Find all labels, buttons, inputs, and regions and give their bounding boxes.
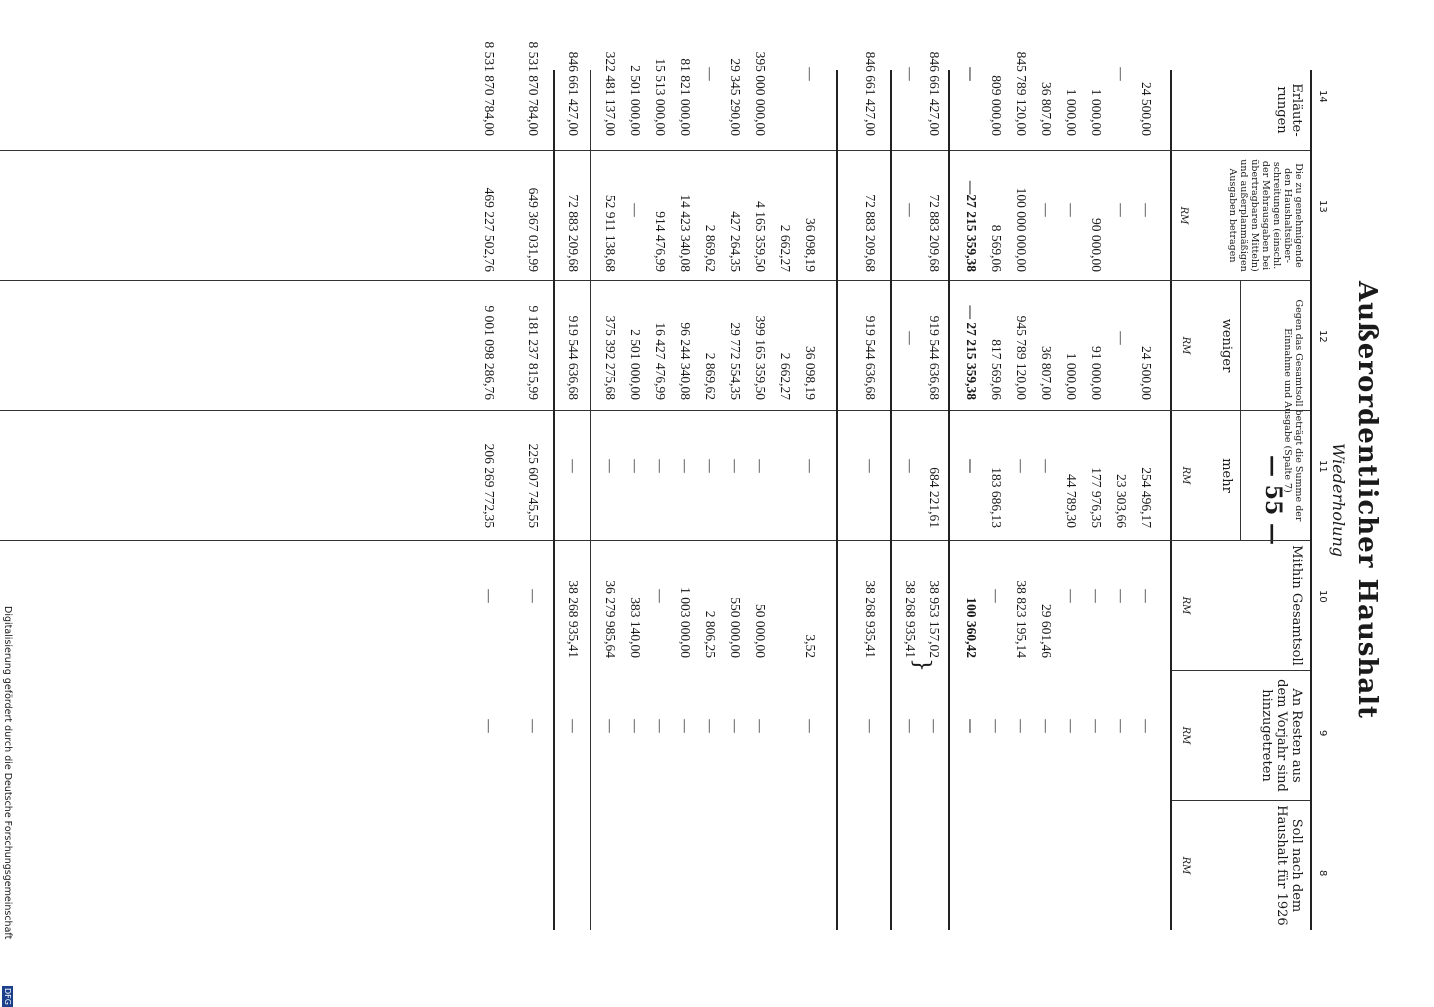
table-cell: 38 268 935,41 — [903, 580, 918, 658]
table-cell: — — [1039, 203, 1054, 217]
table-cell: 36 807,00 — [1039, 346, 1054, 400]
page-title: Außerordentlicher Haushalt — [1352, 280, 1382, 720]
table-cell: 38 268 935,41 — [863, 580, 878, 658]
table-cell: 395 000 000,00 — [753, 51, 768, 136]
table-cell: — — [903, 67, 918, 81]
table-cell: 945 789 120,00 — [1014, 315, 1029, 400]
table-cell: — — [863, 459, 878, 473]
table-cell: 52 911 138,68 — [603, 194, 618, 272]
table-cell: 14 423 340,08 — [678, 194, 693, 272]
table-cell: — — [803, 719, 818, 733]
table-cell: 427 264,35 — [728, 211, 743, 272]
table-cell: — — [1139, 719, 1154, 733]
table-cell: — — [989, 719, 1004, 733]
header-weniger-label: weniger — [1219, 318, 1234, 373]
table-cell: 375 392 275,68 — [603, 315, 618, 400]
column-header-row — [1170, 70, 1310, 930]
table-cell: 8 531 870 784,00 — [526, 41, 541, 136]
table-cell: 29 345 290,00 — [728, 58, 743, 136]
col-number-8: 8 — [1317, 870, 1328, 877]
table-cell: 29 601,46 — [1039, 604, 1054, 658]
table-cell: — — [628, 459, 643, 473]
table-cell: — — [927, 719, 942, 733]
table-cell: — — [989, 589, 1004, 603]
table-cell: 36 098,19 — [803, 218, 818, 272]
table-cell: 322 481 137,00 — [603, 51, 618, 136]
table-cell: 90 000,00 — [1089, 218, 1104, 272]
table-cell: — — [526, 719, 541, 733]
table-cell: 649 367 031,99 — [526, 187, 541, 272]
column-number-row — [1310, 70, 1328, 930]
table-cell: — — [482, 719, 497, 733]
table-cell: 2 662,27 — [778, 224, 793, 272]
table-cell: — — [1039, 459, 1054, 473]
table-cell: 183 686,13 — [989, 467, 1004, 528]
col-number-14: 14 — [1317, 90, 1328, 103]
brace-mark: } — [909, 658, 934, 672]
table-cell: 1 000,00 — [1064, 88, 1079, 136]
table-cell: — — [628, 203, 643, 217]
table-cell: 9 181 237 815,99 — [526, 305, 541, 400]
table-cell: 3,52 — [803, 634, 818, 658]
row-rule — [836, 70, 838, 930]
table-cell: — — [964, 459, 979, 473]
table-cell: 16 427 476,99 — [653, 322, 668, 400]
table-cell: 38 268 935,41 — [566, 580, 581, 658]
table-cell: 24 500,00 — [1139, 346, 1154, 400]
table-cell: 72 883 209,68 — [566, 194, 581, 272]
page-subtitle: Wiederholung — [1329, 442, 1348, 557]
table-cell: 846 661 427,00 — [566, 51, 581, 136]
table-cell: 23 303,66 — [1114, 474, 1129, 528]
header-ueberschreitungen — [1172, 150, 1310, 280]
table-cell: 206 269 772,35 — [482, 443, 497, 528]
table-cell: — — [1064, 719, 1079, 733]
table-cell: — — [964, 67, 979, 81]
table-cell: — — [678, 459, 693, 473]
table-cell: 225 607 745,55 — [526, 443, 541, 528]
table-cell: — — [628, 719, 643, 733]
table-cell: — — [1064, 589, 1079, 603]
table-cell: 4 165 359,50 — [753, 201, 768, 272]
table-cell: 914 476,99 — [653, 211, 668, 272]
header-gesamtsoll-unit: RM — [1180, 596, 1191, 615]
table-cell: — — [903, 331, 918, 345]
table-cell: 1 000,00 — [1089, 88, 1104, 136]
table-cell: — — [1039, 719, 1054, 733]
header-reste-unit: RM — [1180, 726, 1191, 745]
table-cell: — — [1114, 203, 1129, 217]
table-cell: 100 360,42 — [964, 597, 979, 658]
table-cell: 38 823 195,14 — [1014, 580, 1029, 658]
table-cell: — — [863, 719, 878, 733]
header-weniger — [1172, 280, 1240, 410]
table-cell: 2 869,62 — [703, 224, 718, 272]
col-number-11: 11 — [1317, 460, 1328, 473]
table-cell: — — [753, 459, 768, 473]
table-cell: — — [566, 459, 581, 473]
table-cell: — — [1114, 331, 1129, 345]
footer-note: Digitalisierung gefördert durch die Deutsche Forschungsgemeinschaft — [2, 606, 13, 940]
table-cell: 846 661 427,00 — [863, 51, 878, 136]
table-cell: 254 496,17 — [1139, 467, 1154, 528]
header-gesamtsoll-label: Mithin Gesamtsoll — [1289, 545, 1304, 666]
table-cell: — — [1014, 719, 1029, 733]
table-cell: 8 531 870 784,00 — [482, 41, 497, 136]
header-soll-label: Soll nach dem Haushalt für 1926 — [1274, 805, 1304, 926]
table-cell: 44 789,30 — [1064, 474, 1079, 528]
col-number-9: 9 — [1317, 730, 1328, 737]
header-ueberschreitungen-label: Die zu genehmigende den Haushaltsüber-schreitungen (einschl. der Mehrausgaben bei übertragbaren Mitteln) und außerplanmäßigen Ausgaben betragen — [1227, 159, 1304, 272]
table-cell: 817 569,06 — [989, 339, 1004, 400]
table-cell: — — [653, 459, 668, 473]
header-mehr-unit: RM — [1180, 466, 1191, 485]
table-cell: — — [1089, 719, 1104, 733]
header-soll-unit: RM — [1180, 856, 1191, 875]
table-cell: 36 807,00 — [1039, 82, 1054, 136]
table-cell: 2 869,62 — [703, 352, 718, 400]
table-cell: 81 821 000,00 — [678, 58, 693, 136]
table-cell: — — [1139, 589, 1154, 603]
table-cell: — — [653, 719, 668, 733]
table-cell: 36 098,19 — [803, 346, 818, 400]
table-cell: — — [728, 719, 743, 733]
dfg-logo: DFG — [3, 988, 12, 1005]
table-cell: — — [1139, 203, 1154, 217]
table-cell: — — [678, 719, 693, 733]
table-cell: 15 513 000,00 — [653, 58, 668, 136]
table-cell: 845 789 120,00 — [1014, 51, 1029, 136]
table-cell: — — [703, 459, 718, 473]
table-cell: — 27 215 359,38 — [964, 305, 979, 400]
table-cell: 2 501 000,00 — [628, 329, 643, 400]
header-mehr-label: mehr — [1219, 458, 1234, 493]
header-soll — [1172, 800, 1310, 930]
col-number-10: 10 — [1317, 590, 1328, 603]
table-cell: — — [1089, 589, 1104, 603]
table-cell: 50 000,00 — [753, 604, 768, 658]
table-cell: 96 244 340,08 — [678, 322, 693, 400]
table-cell: 1 003 000,00 — [678, 587, 693, 658]
table-cell: — — [1114, 67, 1129, 81]
table-cell: — — [803, 67, 818, 81]
table-cell: 100 000 000,00 — [1014, 187, 1029, 272]
table-cell: — — [1014, 459, 1029, 473]
table-cell: 919 544 636,68 — [566, 315, 581, 400]
header-erlaeuterungen — [1172, 70, 1310, 150]
header-reste-label: An Resten aus dem Vorjahr sind hinzugetreten — [1259, 679, 1304, 792]
header-gesamtsoll — [1172, 540, 1310, 670]
col-number-12: 12 — [1317, 330, 1328, 343]
table-cell: 91 000,00 — [1089, 346, 1104, 400]
table-cell: 399 165 359,50 — [753, 315, 768, 400]
header-erlaeuterungen-label: Erläute-rungen — [1274, 83, 1304, 137]
table-cell: 550 000,00 — [728, 597, 743, 658]
table-cell: 1 000,00 — [1064, 352, 1079, 400]
table-cell: — — [903, 203, 918, 217]
row-rule — [948, 70, 950, 930]
table-cell: — — [1114, 589, 1129, 603]
table-cell: — — [803, 459, 818, 473]
table-cell: 684 221,61 — [927, 467, 942, 528]
table-cell: — — [728, 459, 743, 473]
table-cell: 72 883 209,68 — [863, 194, 878, 272]
table-cell: 72 883 209,68 — [927, 194, 942, 272]
table-cell: 809 000,00 — [989, 75, 1004, 136]
table-cell: 24 500,00 — [1139, 82, 1154, 136]
table-cell: — — [603, 459, 618, 473]
table-cell: — — [903, 459, 918, 473]
row-rule — [553, 70, 555, 930]
table-cell: — — [703, 719, 718, 733]
table-cell: — — [964, 719, 979, 733]
table-cell: — — [603, 719, 618, 733]
table-cell: 846 661 427,00 — [927, 51, 942, 136]
header-mehr — [1172, 410, 1240, 540]
header-group-label: Gegen das Gesamtsoll beträgt die Summe der Einnahme und Ausgabe (Spalte 7) — [1282, 299, 1304, 522]
table-cell: 29 772 554,35 — [728, 322, 743, 400]
table-cell: 919 544 636,68 — [927, 315, 942, 400]
table-cell: 2 662,27 — [778, 352, 793, 400]
table-cell: — — [703, 67, 718, 81]
table-cell: — — [566, 719, 581, 733]
table-cell: 383 140,00 — [628, 597, 643, 658]
header-ueberschreitungen-unit: RM — [1178, 206, 1189, 225]
table-cell: — — [753, 719, 768, 733]
table-cell: — — [526, 589, 541, 603]
row-rule — [590, 70, 591, 930]
header-reste — [1172, 670, 1310, 800]
table-cell: — — [1064, 203, 1079, 217]
page-number: — 55 — — [1260, 455, 1286, 545]
table-cell: 919 544 636,68 — [863, 315, 878, 400]
table-cell: — — [482, 589, 497, 603]
row-rule — [890, 70, 892, 930]
table-cell: 2 806,25 — [703, 610, 718, 658]
table-cell: — — [653, 589, 668, 603]
table-cell: 38 953 157,02 — [927, 580, 942, 658]
table-cell: —27 215 359,38 — [964, 180, 979, 272]
header-weniger-unit: RM — [1180, 336, 1191, 355]
table-cell: 8 569,06 — [989, 224, 1004, 272]
col-number-13: 13 — [1317, 200, 1328, 213]
table-cell: 2 501 000,00 — [628, 65, 643, 136]
table-cell: 469 227 502,76 — [482, 187, 497, 272]
table-cell: 9 001 098 286,76 — [482, 305, 497, 400]
table-cell: — — [1114, 719, 1129, 733]
table-cell: 177 976,35 — [1089, 467, 1104, 528]
table-cell: 36 279 985,64 — [603, 580, 618, 658]
table-cell: — — [903, 719, 918, 733]
